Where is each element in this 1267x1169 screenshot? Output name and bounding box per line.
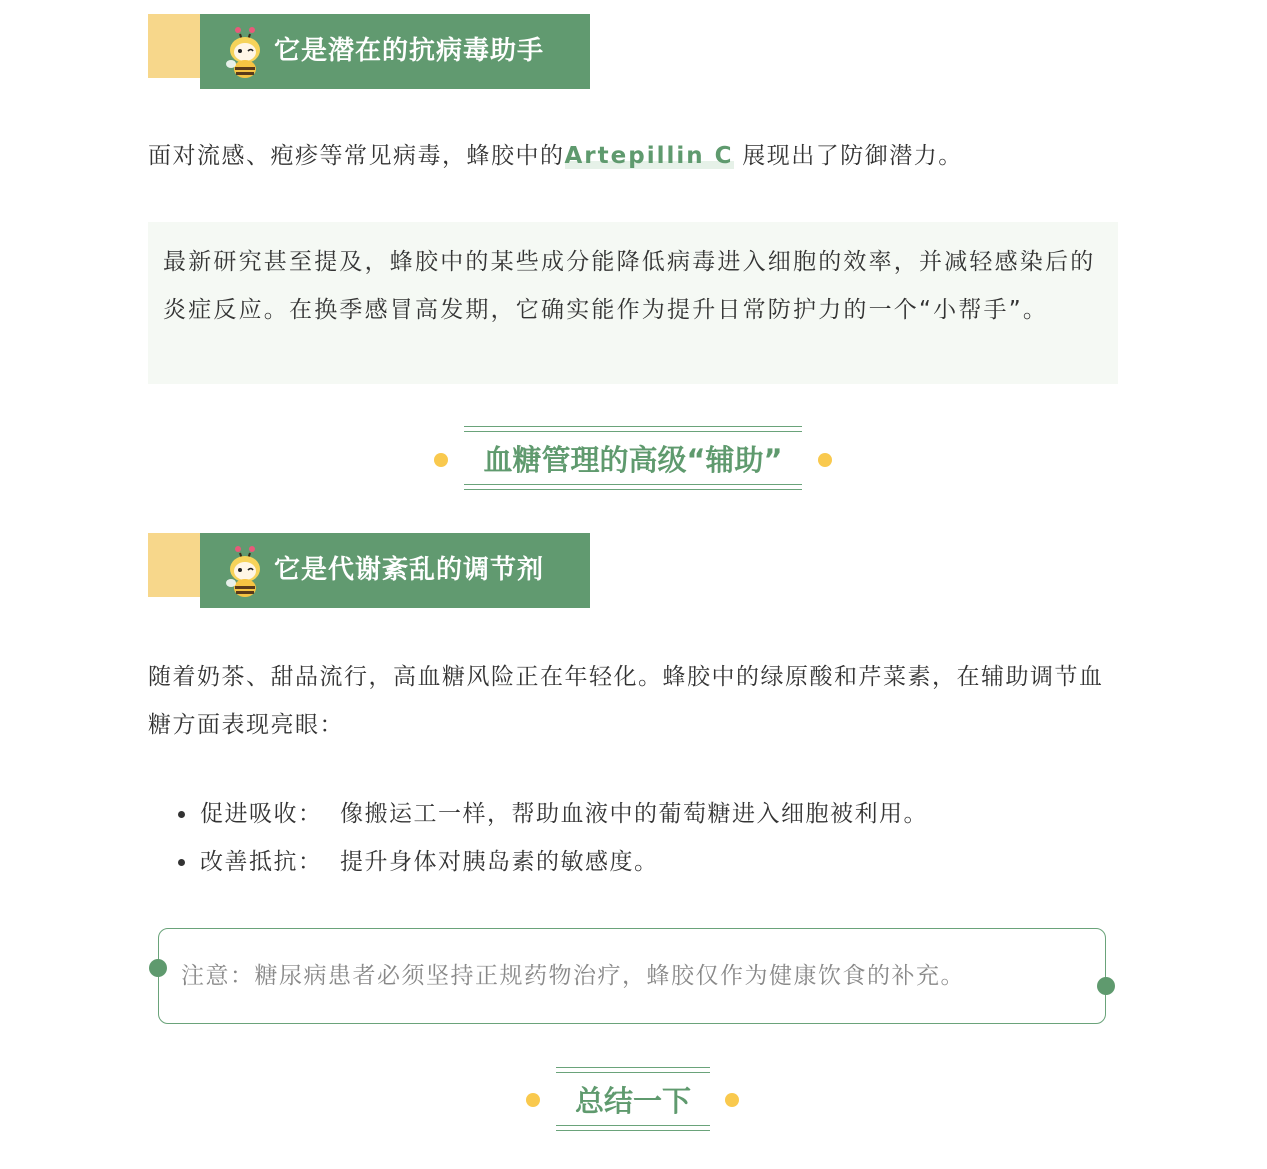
paragraph-text-before: 面对流感、疱疹等常见病毒，蜂胶中的 [148, 143, 565, 169]
banner-green-block [200, 14, 590, 89]
bee-mascot-icon [224, 543, 266, 599]
bullet-text: 像搬运工一样，帮助血液中的葡萄糖进入细胞被利用。 [340, 801, 928, 827]
heading-bottom-rule [464, 484, 802, 490]
bullet-label: 促进吸收： [200, 801, 323, 827]
bullet-text: 提升身体对胰岛素的敏感度。 [340, 849, 659, 875]
note-box [158, 928, 1106, 1024]
heading-dot-right [725, 1093, 739, 1107]
banner-green-block [200, 533, 590, 608]
note-dot-left [149, 959, 167, 977]
highlight-artepillin: Artepillin C [564, 143, 734, 169]
bullet-list [148, 790, 1118, 886]
banner-yellow-block [148, 533, 204, 597]
heading-text: 血糖管理的高级“辅助” [483, 442, 783, 477]
section-banner-metabolism [148, 533, 590, 608]
paragraph-text-after: 展现出了防御潜力。 [733, 143, 963, 169]
paragraph-blood-sugar: 随着奶茶、甜品流行，高血糖风险正在年轻化。蜂胶中的绿原酸和芹菜素，在辅助调节血糖方面表现亮眼： [148, 664, 1104, 738]
bullet-dot [178, 811, 185, 818]
heading-dot-right [818, 453, 832, 467]
bullet-dot [178, 859, 185, 866]
banner-yellow-block [148, 14, 204, 78]
section-heading-blood-sugar [464, 426, 802, 490]
banner-title: 它是代谢紊乱的调节剂 [274, 555, 545, 585]
bullet-label: 改善抵抗： [200, 849, 323, 875]
list-item [148, 838, 1118, 886]
note-dot-right [1097, 977, 1115, 995]
bee-mascot-icon [224, 24, 266, 80]
section-banner-antiviral [148, 14, 590, 89]
quote-text: 最新研究甚至提及，蜂胶中的某些成分能降低病毒进入细胞的效率，并减轻感染后的炎症反应。在换季感冒高发期，它确实能作为提升日常防护力的一个“小帮手”。 [163, 249, 1096, 323]
paragraph-antiviral [148, 132, 1118, 180]
heading-dot-left [526, 1093, 540, 1107]
note-text: 注意：糖尿病患者必须坚持正规药物治疗，蜂胶仅作为健康饮食的补充。 [181, 963, 965, 989]
heading-bottom-rule [556, 1125, 710, 1131]
heading-dot-left [434, 453, 448, 467]
section-heading-summary [556, 1067, 710, 1131]
quote-box [148, 222, 1118, 384]
banner-title: 它是潜在的抗病毒助手 [274, 36, 545, 66]
heading-text: 总结一下 [574, 1083, 691, 1118]
list-item [148, 790, 1118, 838]
